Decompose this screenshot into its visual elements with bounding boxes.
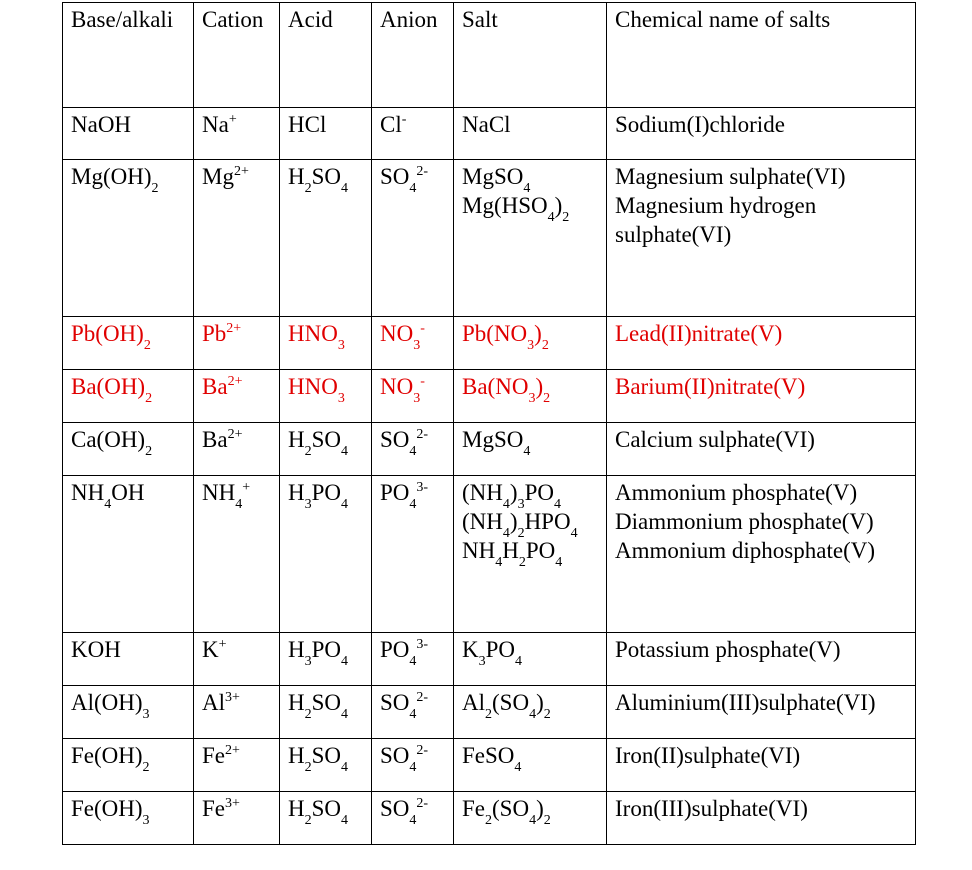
salt-cell [454,476,607,633]
header-row [63,3,916,108]
formula-text: ) [535,374,544,399]
subscript: 4 [495,555,503,570]
formula-text: SO [311,427,342,452]
subscript: 2 [304,813,312,828]
superscript: - [420,374,425,389]
subscript: 4 [409,654,417,669]
formula-text: Fe [202,743,225,768]
anion-cell [372,370,454,423]
formula-text: SO [311,690,342,715]
subscript: 4 [341,760,349,775]
formula-text: ) [536,690,544,715]
subscript: 2 [151,181,159,196]
formula-text: KOH [71,637,121,662]
base-alkali-cell [63,423,194,476]
chemical-name-cell [607,476,916,633]
superscript: 2- [416,743,429,758]
subscript: 2 [304,181,312,196]
formula-text: PO [525,538,556,563]
formula-text: NO [380,321,414,346]
chemical-name-cell [607,792,916,845]
subscript: 4 [409,813,417,828]
subscript: 3 [304,654,312,669]
subscript: 3 [142,707,150,722]
salt-formula [462,478,606,512]
chemical-name-cell [607,370,916,423]
formula-text: SO [380,164,410,189]
subscript: 2 [485,707,492,722]
formula-text: (NH [462,509,503,534]
subscript: 2 [517,526,525,541]
subscript: 4 [409,444,417,459]
formula-text: Al(OH) [71,690,143,715]
formula-text: Mg [202,164,234,189]
subscript: 4 [502,526,510,541]
chemical-name: Ammonium diphosphate(V) [615,538,875,563]
table-row [63,633,916,686]
table-row [63,686,916,739]
formula-text: Cl [380,112,402,137]
formula-text: Mg(HSO [462,193,548,218]
header-chemical-name: Chemical name of salts [607,3,916,108]
chemical-name: sulphate(VI) [615,222,732,247]
formula-text: MgSO [462,427,524,452]
formula-text: SO [311,743,342,768]
anion-cell [372,739,454,792]
header-base-alkali: Base/alkali [63,3,194,108]
formula-text: Mg(OH) [71,164,152,189]
subscript: 2 [304,444,312,459]
salt-cell [454,792,607,845]
superscript: + [218,637,227,652]
formula-text: H [288,690,305,715]
salts-table [62,2,916,845]
subscript: 3 [527,338,535,353]
superscript: 3+ [225,796,240,811]
cation-cell [194,476,280,633]
formula-text: ) [536,796,544,821]
subscript: 4 [341,707,349,722]
formula-text: SO [311,164,342,189]
formula-text: (NH [462,480,503,505]
superscript: + [242,480,251,495]
salt-cell [454,739,607,792]
acid-cell [280,686,372,739]
salt-formula [462,425,606,459]
cation-cell [194,739,280,792]
formula-text: Na [202,112,229,137]
table-row [63,108,916,160]
chemical-name: Magnesium sulphate(VI) [615,164,846,189]
formula-text: Fe(OH) [71,743,143,768]
subscript: 2 [304,760,312,775]
formula-text: Al [462,690,485,715]
formula-text: HCl [288,112,327,137]
formula-text: K [462,637,479,662]
salt-formula [462,741,606,775]
chemical-name: Potassium phosphate(V) [615,637,841,662]
formula-text: NH [462,538,496,563]
formula-text: H [502,538,519,563]
chemical-name: Sodium(I)chloride [615,112,785,137]
superscript: 3- [416,480,429,495]
subscript: 4 [341,654,349,669]
formula-text: SO [380,427,410,452]
subscript: 4 [570,526,578,541]
anion-cell [372,317,454,370]
table-row [63,792,916,845]
formula-text: PO [311,480,342,505]
anion-cell [372,423,454,476]
table-row [63,370,916,423]
formula-text: PO [485,637,516,662]
cation-cell [194,633,280,686]
salt-formula [462,110,606,139]
formula-text: H [288,637,305,662]
salt-cell [454,317,607,370]
superscript: - [420,321,425,336]
chemical-name-cell [607,686,916,739]
superscript: 2+ [233,164,249,179]
header-acid: Acid [280,3,372,108]
anion-cell [372,633,454,686]
formula-text: HNO [288,321,338,346]
formula-text: Fe [462,796,485,821]
subscript: 3 [528,391,536,406]
acid-cell [280,160,372,317]
superscript: 2- [416,427,429,442]
anion-cell [372,108,454,160]
subscript: 4 [502,497,510,512]
salt-formula [462,688,606,722]
subscript: 4 [529,813,537,828]
subscript: 4 [409,181,417,196]
subscript: 2 [145,391,153,406]
salt-formula [462,319,606,353]
subscript: 4 [529,707,537,722]
subscript: 4 [514,760,522,775]
formula-text: K [202,637,219,662]
subscript: 2 [143,338,151,353]
subscript: 3 [413,338,421,353]
acid-cell [280,739,372,792]
superscript: 2+ [227,427,243,442]
salt-formula [462,536,606,570]
superscript: 2+ [227,374,243,389]
chemical-name: Iron(II)sulphate(VI) [615,743,801,768]
formula-text: MgSO [462,164,524,189]
subscript: 2 [543,391,551,406]
acid-cell [280,423,372,476]
cation-cell [194,423,280,476]
base-alkali-cell [63,633,194,686]
table-row [63,317,916,370]
subscript: 2 [562,210,570,225]
table-row [63,160,916,317]
formula-text: Pb(NO [462,321,528,346]
formula-text: Al [202,690,225,715]
chemical-name-cell [607,160,916,317]
salt-formula [462,162,606,196]
base-alkali-cell [63,370,194,423]
salt-cell [454,633,607,686]
chemical-name-cell [607,739,916,792]
chemical-name-cell [607,108,916,160]
formula-text: H [288,427,305,452]
subscript: 2 [142,760,150,775]
acid-cell [280,476,372,633]
chemical-name: Barium(II)nitrate(V) [615,374,806,399]
salt-cell [454,160,607,317]
subscript: 3 [337,338,345,353]
table-row [63,739,916,792]
formula-text: NH [71,480,105,505]
subscript: 3 [142,813,150,828]
formula-text: Ba [202,374,228,399]
cation-cell [194,686,280,739]
anion-cell [372,476,454,633]
formula-text: SO [311,796,342,821]
formula-text: PO [380,480,410,505]
base-alkali-cell [63,108,194,160]
base-alkali-cell [63,160,194,317]
subscript: 2 [543,813,551,828]
subscript: 2 [485,813,492,828]
formula-text: SO [380,743,410,768]
acid-cell [280,317,372,370]
subscript: 3 [304,497,312,512]
formula-text: ) [509,509,518,534]
cation-cell [194,317,280,370]
subscript: 2 [145,444,153,459]
subscript: 3 [478,654,486,669]
formula-text: Pb(OH) [71,321,144,346]
header-cation: Cation [194,3,280,108]
subscript: 4 [341,497,349,512]
formula-text: H [288,796,305,821]
formula-text: ) [509,480,518,505]
chemical-name: Ammonium phosphate(V) [615,480,858,505]
salt-cell [454,423,607,476]
formula-text: PO [311,637,342,662]
subscript: 3 [517,497,525,512]
formula-text: ) [534,321,542,346]
subscript: 2 [541,338,549,353]
subscript: 2 [304,707,312,722]
formula-text: PO [524,480,554,505]
chemical-name: Aluminium(III)sulphate(VI) [615,690,876,715]
chemical-name: Magnesium hydrogen [615,193,817,218]
base-alkali-cell [63,317,194,370]
chemical-name: Lead(II)nitrate(V) [615,321,783,346]
table-row [63,423,916,476]
chemical-name: Diammonium phosphate(V) [615,509,874,534]
formula-text: Ba(NO [462,374,529,399]
salt-formula [462,191,606,225]
anion-cell [372,686,454,739]
formula-text: HNO [288,374,338,399]
subscript: 4 [235,497,243,512]
superscript: 2- [416,164,429,179]
salt-formula [462,372,606,406]
subscript: 3 [413,391,421,406]
formula-text: Ba [202,427,228,452]
formula-text: OH [111,480,145,505]
anion-cell [372,792,454,845]
chemical-name: Calcium sulphate(VI) [615,427,815,452]
acid-cell [280,633,372,686]
anion-cell [372,160,454,317]
base-alkali-cell [63,686,194,739]
formula-text: NaOH [71,112,132,137]
chemical-name-cell [607,633,916,686]
cation-cell [194,160,280,317]
chemical-name-cell [607,423,916,476]
header-anion: Anion [372,3,454,108]
formula-text: SO [380,796,410,821]
superscript: 2+ [226,321,242,336]
salt-cell [454,370,607,423]
formula-text: NH [202,480,236,505]
subscript: 3 [337,391,345,406]
superscript: - [401,112,407,127]
subscript: 4 [341,181,349,196]
superscript: 2- [416,796,429,811]
formula-text: H [288,164,305,189]
cation-cell [194,792,280,845]
formula-text: HPO [524,509,571,534]
formula-text: Ba(OH) [71,374,146,399]
subscript: 4 [409,497,417,512]
superscript: 3+ [225,690,240,705]
cation-cell [194,108,280,160]
formula-text: FeSO [462,743,515,768]
superscript: + [228,112,237,127]
formula-text: (SO [492,796,530,821]
subscript: 4 [341,444,349,459]
formula-text: (SO [492,690,530,715]
subscript: 4 [553,497,561,512]
superscript: 2+ [225,743,240,758]
base-alkali-cell [63,476,194,633]
header-salt: Salt [454,3,607,108]
cation-cell [194,370,280,423]
subscript: 4 [515,654,523,669]
chemical-name-cell [607,317,916,370]
subscript: 2 [543,707,551,722]
salt-formula [462,635,606,669]
formula-text: NaCl [462,112,511,137]
salt-cell [454,686,607,739]
subscript: 4 [523,181,531,196]
base-alkali-cell [63,739,194,792]
subscript: 4 [104,497,112,512]
subscript: 2 [518,555,526,570]
formula-text: NO [380,374,414,399]
subscript: 4 [555,555,563,570]
acid-cell [280,792,372,845]
acid-cell [280,370,372,423]
salt-cell [454,108,607,160]
formula-text: SO [380,690,410,715]
formula-text: ) [554,193,563,218]
base-alkali-cell [63,792,194,845]
formula-text: Ca(OH) [71,427,146,452]
subscript: 4 [409,760,417,775]
superscript: 2- [416,690,429,705]
formula-text: PO [380,637,410,662]
subscript: 4 [341,813,349,828]
chemical-name: Iron(III)sulphate(VI) [615,796,808,821]
subscript: 4 [409,707,417,722]
superscript: 3- [416,637,429,652]
subscript: 4 [547,210,555,225]
acid-cell [280,108,372,160]
formula-text: H [288,743,305,768]
salt-formula [462,507,606,541]
table-row [63,476,916,633]
table-body [63,108,916,845]
formula-text: Fe [202,796,225,821]
subscript: 4 [523,444,531,459]
formula-text: Fe(OH) [71,796,143,821]
formula-text: Pb [202,321,227,346]
salt-formula [462,794,606,828]
formula-text: H [288,480,305,505]
